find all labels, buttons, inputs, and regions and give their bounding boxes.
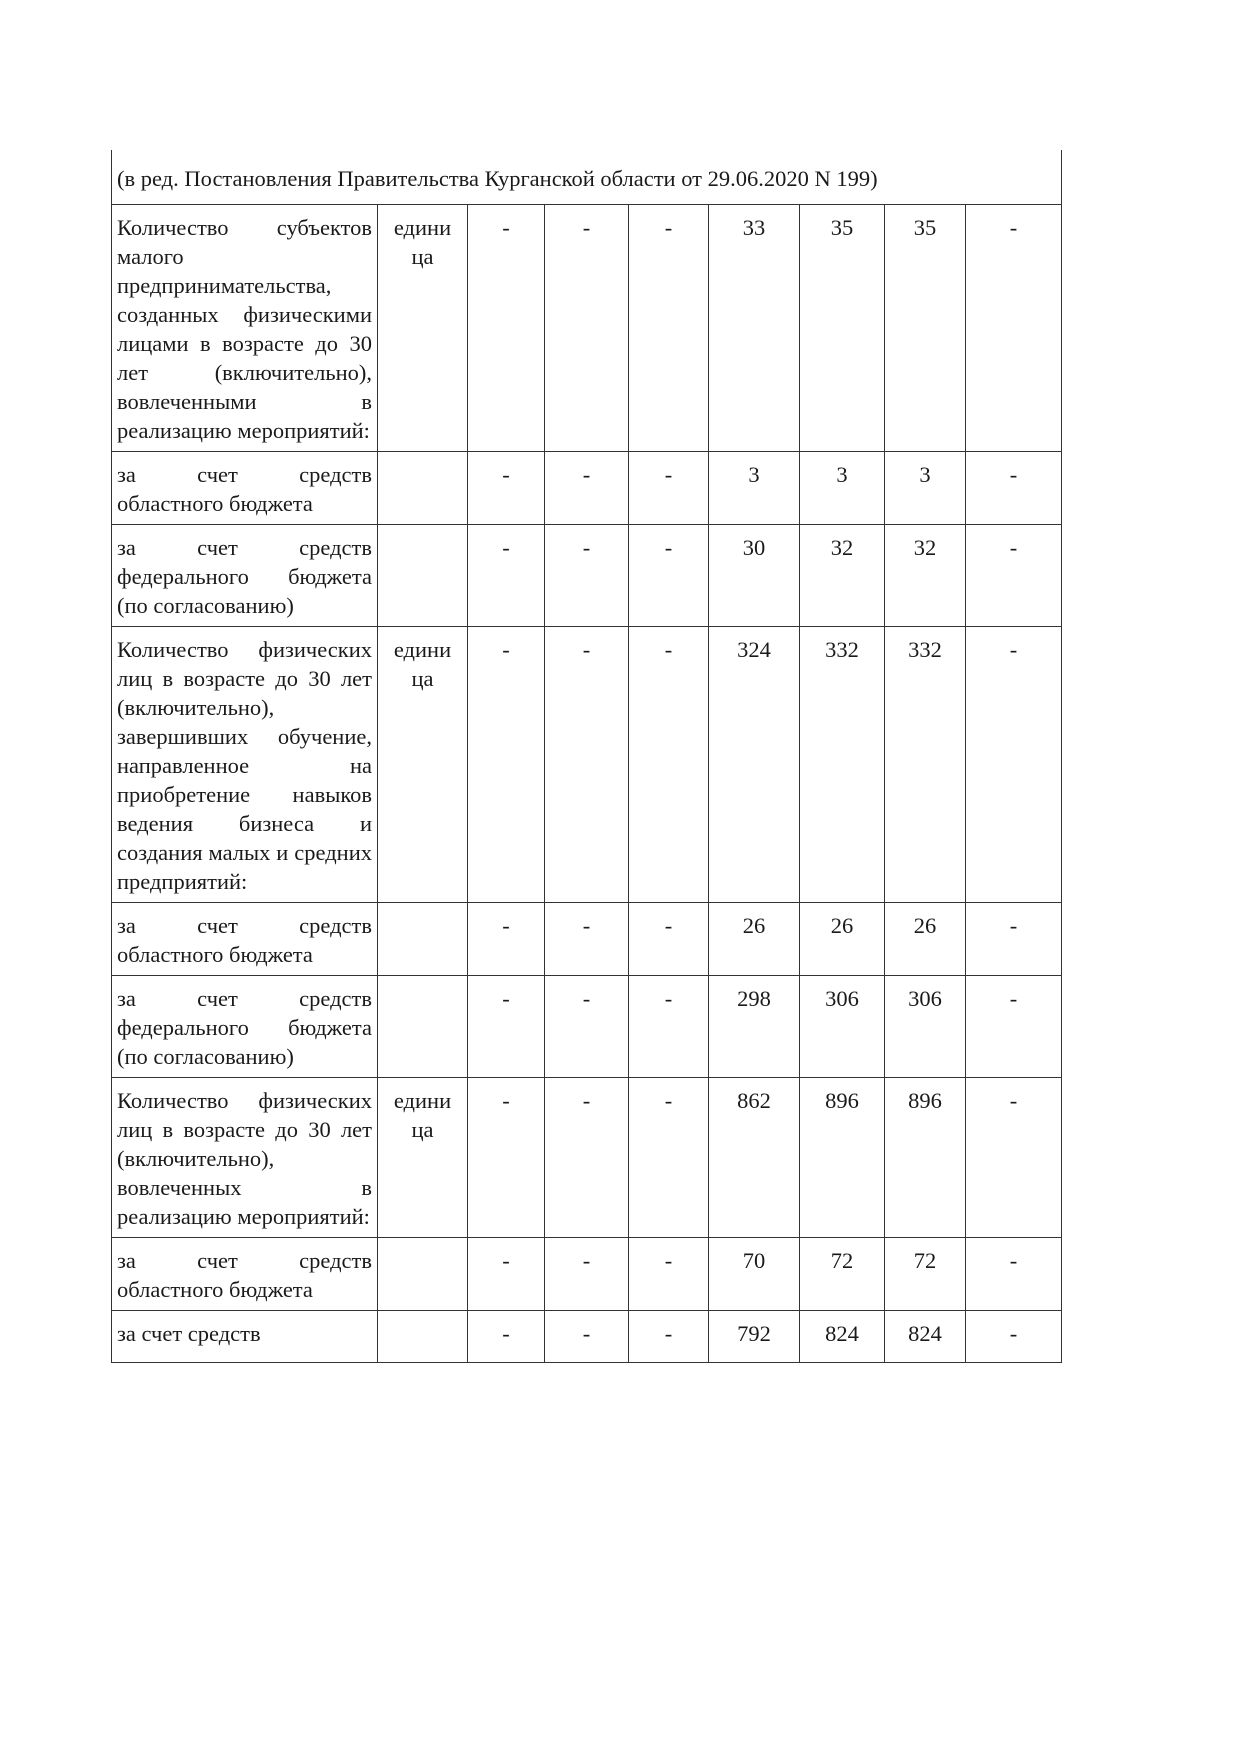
value-cell: -	[966, 205, 1062, 452]
value-cell: -	[629, 1311, 709, 1363]
unit-cell	[378, 525, 468, 627]
value-cell: 33	[709, 205, 800, 452]
value-cell: -	[966, 525, 1062, 627]
unit-cell: едини ца	[378, 627, 468, 903]
amendment-note: (в ред. Постановления Правительства Курганской области от 29.06.2020 N 199)	[112, 150, 1062, 205]
value-cell: 35	[885, 205, 966, 452]
value-cell: 306	[885, 976, 966, 1078]
table-row	[112, 525, 1062, 627]
table-row	[112, 627, 1062, 903]
value-cell: 324	[709, 627, 800, 903]
indicator-name: за счет средств федерального бюджета (по согласованию)	[112, 525, 378, 627]
value-cell: -	[468, 627, 545, 903]
value-cell: -	[545, 452, 629, 525]
unit-cell	[378, 1311, 468, 1363]
table-row	[112, 1238, 1062, 1311]
value-cell: -	[629, 1078, 709, 1238]
value-cell: -	[966, 1238, 1062, 1311]
value-cell: -	[629, 525, 709, 627]
value-cell: 862	[709, 1078, 800, 1238]
value-cell: -	[966, 903, 1062, 976]
indicator-name: за счет средств областного бюджета	[112, 1238, 378, 1311]
value-cell: -	[545, 525, 629, 627]
value-cell: 896	[885, 1078, 966, 1238]
value-cell: -	[966, 627, 1062, 903]
value-cell: 824	[800, 1311, 885, 1363]
value-cell: 72	[885, 1238, 966, 1311]
value-cell: -	[966, 452, 1062, 525]
value-cell: -	[966, 1311, 1062, 1363]
value-cell: -	[468, 452, 545, 525]
value-cell: 70	[709, 1238, 800, 1311]
indicators-table	[111, 150, 1062, 1363]
amendment-row	[112, 150, 1062, 205]
value-cell: -	[545, 1078, 629, 1238]
value-cell: -	[629, 1238, 709, 1311]
value-cell: 332	[885, 627, 966, 903]
indicator-name: Количество субъектов малого предпринимательства, созданных физическими лицами в возрасте до 30 лет (включительно), вовлеченными в реализацию мероприятий:	[112, 205, 378, 452]
table-row	[112, 903, 1062, 976]
value-cell: -	[468, 1311, 545, 1363]
value-cell: -	[468, 205, 545, 452]
value-cell: 32	[885, 525, 966, 627]
value-cell: -	[629, 627, 709, 903]
value-cell: -	[545, 976, 629, 1078]
value-cell: -	[468, 525, 545, 627]
table-row	[112, 205, 1062, 452]
value-cell: -	[629, 903, 709, 976]
unit-cell	[378, 1238, 468, 1311]
value-cell: 824	[885, 1311, 966, 1363]
value-cell: -	[468, 976, 545, 1078]
value-cell: 306	[800, 976, 885, 1078]
value-cell: -	[966, 976, 1062, 1078]
value-cell: -	[545, 903, 629, 976]
unit-cell: едини ца	[378, 205, 468, 452]
value-cell: 896	[800, 1078, 885, 1238]
value-cell: 72	[800, 1238, 885, 1311]
value-cell: -	[966, 1078, 1062, 1238]
indicator-name: Количество физических лиц в возрасте до 30 лет (включительно), завершивших обучение, направленное на приобретение навыков ведения бизнеса и создания малых и средних предприятий:	[112, 627, 378, 903]
value-cell: 792	[709, 1311, 800, 1363]
value-cell: 35	[800, 205, 885, 452]
value-cell: -	[545, 627, 629, 903]
value-cell: 26	[885, 903, 966, 976]
unit-cell	[378, 976, 468, 1078]
indicator-name: за счет средств областного бюджета	[112, 452, 378, 525]
value-cell: 3	[885, 452, 966, 525]
value-cell: -	[545, 1238, 629, 1311]
unit-cell	[378, 452, 468, 525]
unit-cell	[378, 903, 468, 976]
table-row	[112, 452, 1062, 525]
value-cell: 3	[709, 452, 800, 525]
value-cell: -	[629, 205, 709, 452]
indicator-name: за счет средств	[112, 1311, 378, 1363]
value-cell: -	[468, 903, 545, 976]
unit-cell: едини ца	[378, 1078, 468, 1238]
value-cell: -	[468, 1078, 545, 1238]
value-cell: -	[629, 452, 709, 525]
indicator-name: за счет средств федерального бюджета (по согласованию)	[112, 976, 378, 1078]
table-row	[112, 1311, 1062, 1363]
value-cell: 26	[800, 903, 885, 976]
value-cell: 298	[709, 976, 800, 1078]
table-row	[112, 1078, 1062, 1238]
value-cell: -	[545, 205, 629, 452]
value-cell: -	[545, 1311, 629, 1363]
value-cell: 26	[709, 903, 800, 976]
indicator-name: за счет средств областного бюджета	[112, 903, 378, 976]
value-cell: 332	[800, 627, 885, 903]
table-row	[112, 976, 1062, 1078]
value-cell: 3	[800, 452, 885, 525]
value-cell: -	[468, 1238, 545, 1311]
value-cell: 30	[709, 525, 800, 627]
value-cell: -	[629, 976, 709, 1078]
value-cell: 32	[800, 525, 885, 627]
indicator-name: Количество физических лиц в возрасте до 30 лет (включительно), вовлеченных в реализацию мероприятий:	[112, 1078, 378, 1238]
